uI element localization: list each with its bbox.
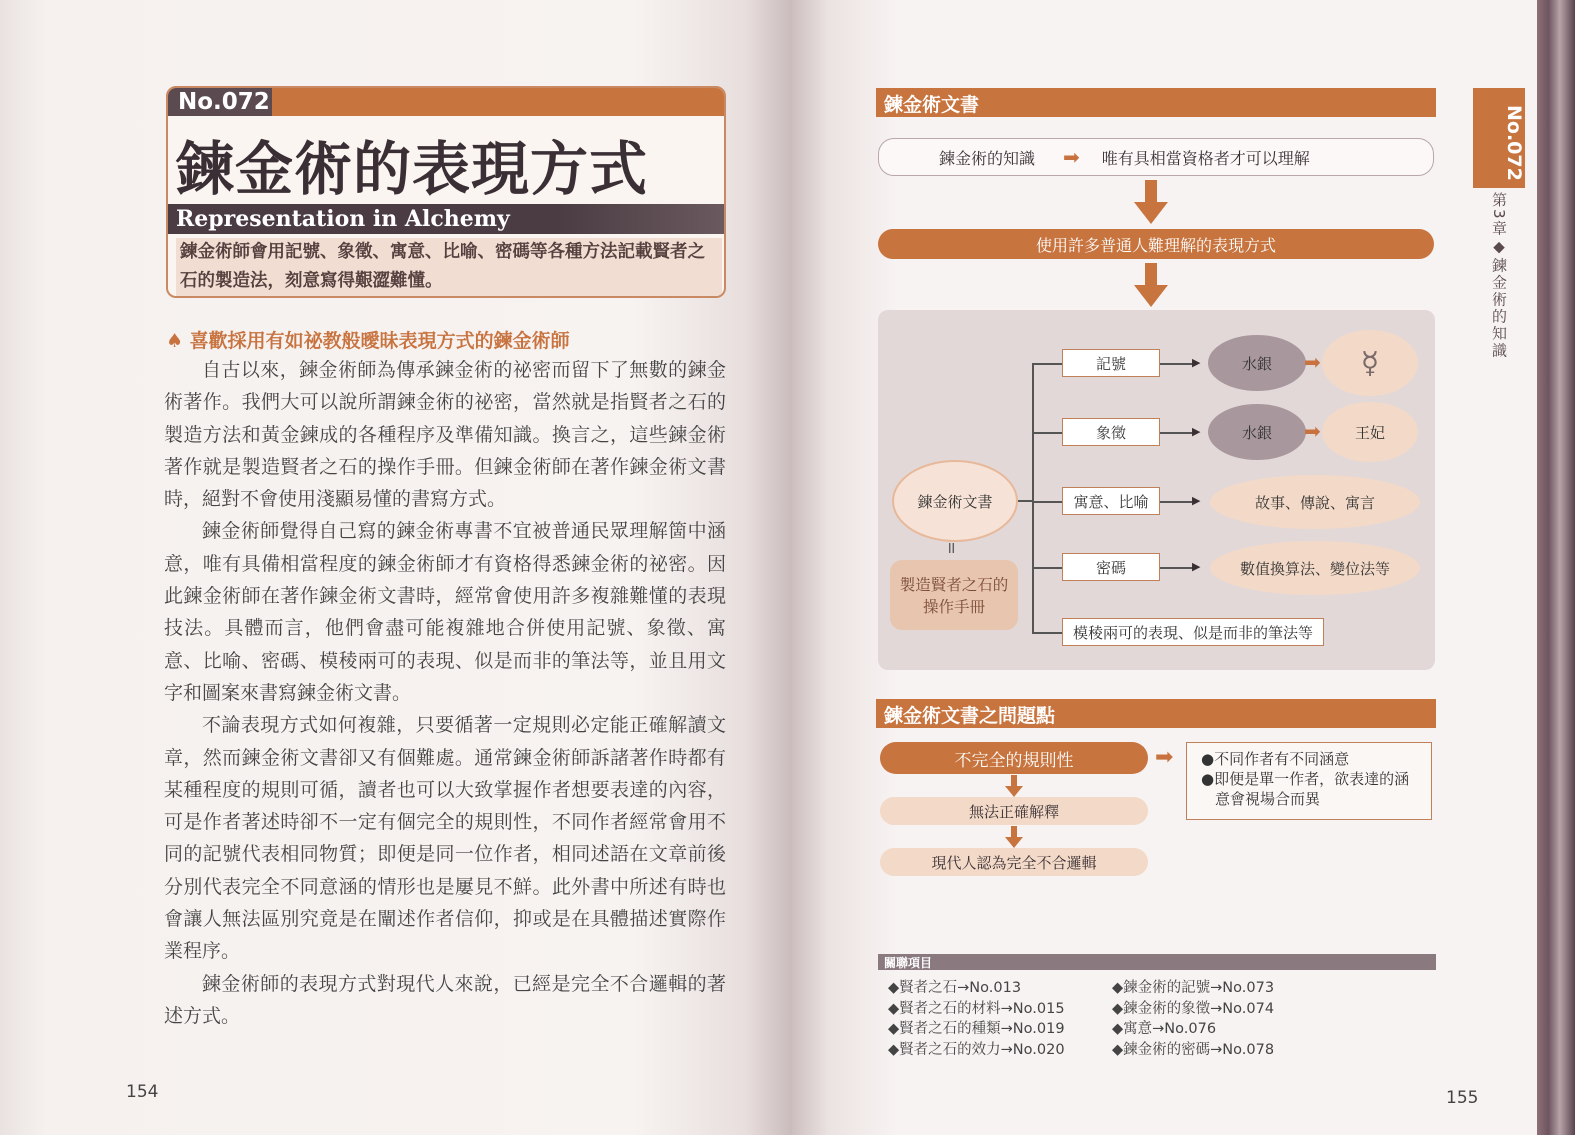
paragraph: 不論表現方式如何複雜，只要循著一定規則必定能正確解讀文章，然而鍊金術文書卻又有個難處。通常鍊金術師訴諸著作時都有某種程度的規則可循，讀者也可以大致掌握作者想要表達的內容，可是作者著述時卻不一定有個完全的規則性，不同作者經常會用不同的記號代表相同物質；即便是同一位作者，相同述語在文章前後分別代表完全不同意涵的情形也是屢見不鮮。此外書中所述有時也會讓人無法區別究竟是在闡述作者信仰，抑或是在具體描述實際作業程序。 [164, 714, 726, 963]
arrow-down-icon [1004, 826, 1024, 848]
arrowhead-icon: ▶ [1192, 560, 1201, 573]
queen-oval: 王妃 [1322, 402, 1418, 462]
page-title: 鍊金術的表現方式 [176, 135, 649, 203]
related-item: ◆賢者之石的效力→No.020 [888, 1041, 1065, 1058]
header-box [166, 86, 726, 298]
summary: 鍊金術師會用記號、象徵、寓意、比喻、密碼等各種方法記載賢者之石的製造法，刻意寫得艱澀難懂。 [176, 238, 722, 296]
page-number-left: 154 [126, 1082, 159, 1102]
arrow-down-icon [1004, 775, 1024, 797]
mercury-oval: 水銀 [1208, 335, 1306, 391]
arrowhead-icon: ▶ [1192, 425, 1201, 438]
related-item: ◆賢者之石的材料→No.015 [888, 1000, 1065, 1017]
arrow-down-icon [1134, 180, 1168, 224]
section-heading: ♠ 喜歡採用有如祕教般曖昧表現方式的鍊金術師 [166, 330, 570, 352]
center-oval: 鍊金術文書 [892, 460, 1018, 542]
problem-notes [1186, 742, 1432, 820]
branch-label: 記號 [1062, 349, 1160, 377]
connector [1160, 432, 1196, 434]
body-text [164, 354, 726, 1032]
doc-section-bar: 鍊金術文書 [876, 88, 1436, 117]
arrow-right-icon: ➡ [1155, 745, 1174, 770]
connector [1018, 500, 1033, 502]
book-edge [1537, 0, 1575, 1135]
entry-number: No.072 [168, 88, 272, 116]
connector [1032, 432, 1062, 434]
cannot-interpret-pill: 無法正確解釋 [880, 797, 1148, 825]
note: ●即便是單一作者，欲表達的涵 [1201, 770, 1410, 788]
related-item: ◆鍊金術的記號→No.073 [1112, 980, 1275, 996]
cipher-oval: 數值換算法、變位法等 [1210, 541, 1420, 595]
manual-box: 製造賢者之石的操作手冊 [890, 560, 1018, 630]
mercury-oval: 水銀 [1208, 404, 1306, 460]
paragraph: 鍊金術師的表現方式對現代人來說，已經是完全不合邏輯的著述方式。 [164, 972, 726, 1027]
connector [1160, 501, 1196, 503]
english-subtitle: Representation in Alchemy [168, 204, 724, 234]
mercury-symbol: ☿ [1322, 330, 1418, 396]
knowledge-flow [878, 138, 1434, 176]
arrow-down-icon [1134, 263, 1168, 307]
arrow-right-icon: ➡ [1063, 145, 1080, 169]
related-item: ◆鍊金術的密碼→No.078 [1112, 1041, 1275, 1058]
arrowhead-icon: ▶ [1192, 356, 1201, 369]
difficult-expression-pill: 使用許多普通人難理解的表現方式 [878, 229, 1434, 259]
branch-label: 寓意、比喻 [1062, 487, 1160, 515]
related-bar: 關聯項目 [878, 954, 1436, 970]
arrowhead-icon: ▶ [1192, 494, 1201, 507]
equal-sign: ॥ [946, 538, 956, 557]
connector [1032, 567, 1062, 569]
side-number-tab: No.072 [1473, 88, 1525, 188]
branch-label: 象徵 [1062, 418, 1160, 446]
connector [1032, 363, 1034, 633]
problem-section-bar: 鍊金術文書之問題點 [876, 699, 1436, 728]
page-number-right: 155 [1446, 1088, 1479, 1108]
arrow-right-icon: ➡ [1304, 350, 1321, 374]
paragraph: 自古以來，鍊金術師為傳承鍊金術的祕密而留下了無數的鍊金術著作。我們大可以說所謂鍊金術的祕密，當然就是指賢者之石的製造方法和黃金鍊成的各種程序及準備知識。換言之，這些鍊金術著作就是製造賢者之石的操作手冊。但鍊金術師在著作鍊金術文書時，絕對不會使用淺顯易懂的書寫方式。 [164, 359, 726, 511]
related-item: ◆寓意→No.076 [1112, 1021, 1217, 1037]
related-item: ◆鍊金術的象徵→No.074 [1112, 1000, 1275, 1017]
ambiguity-box: 模稜兩可的表現、似是而非的筆法等 [1062, 618, 1324, 646]
note: ●不同作者有不同涵意 [1201, 750, 1350, 768]
related-item: ◆賢者之石→No.013 [888, 980, 1022, 996]
related-list-left [888, 978, 1065, 1060]
illogical-pill: 現代人認為完全不合邏輯 [880, 848, 1148, 876]
arrow-right-icon: ➡ [1304, 419, 1321, 443]
qualified-only-label: 唯有具相當資格者才可以理解 [1101, 148, 1310, 168]
connector [1032, 632, 1062, 634]
knowledge-label: 鍊金術的知識 [939, 148, 1036, 168]
related-list-right [1112, 978, 1274, 1060]
connector [1160, 567, 1196, 569]
related-item: ◆賢者之石的種類→No.019 [888, 1021, 1065, 1037]
branch-label: 密碼 [1062, 553, 1160, 581]
incomplete-rules-pill: 不完全的規則性 [880, 742, 1148, 774]
paragraph: 鍊金術師覺得自己寫的鍊金術專書不宜被普通民眾理解箇中涵意，唯有具備相當程度的鍊金術師才有資格得悉鍊金術的祕密。因此鍊金術師在著作鍊金術文書時，經常會使用許多複雜難懂的表現技法。具體而言，他們會盡可能複雜地合併使用記號、象徵、寓意、比喻、密碼、模稜兩可的表現、似是而非的筆法等，並且用文字和圖案來書寫鍊金術文書。 [164, 520, 726, 704]
connector [1032, 501, 1062, 503]
side-chapter: 第3章◆鍊金術的知識 [1490, 192, 1508, 360]
connector [1032, 363, 1062, 365]
note: 意會視場合而異 [1215, 790, 1321, 808]
story-oval: 故事、傳說、寓言 [1210, 475, 1420, 529]
connector [1160, 363, 1196, 365]
